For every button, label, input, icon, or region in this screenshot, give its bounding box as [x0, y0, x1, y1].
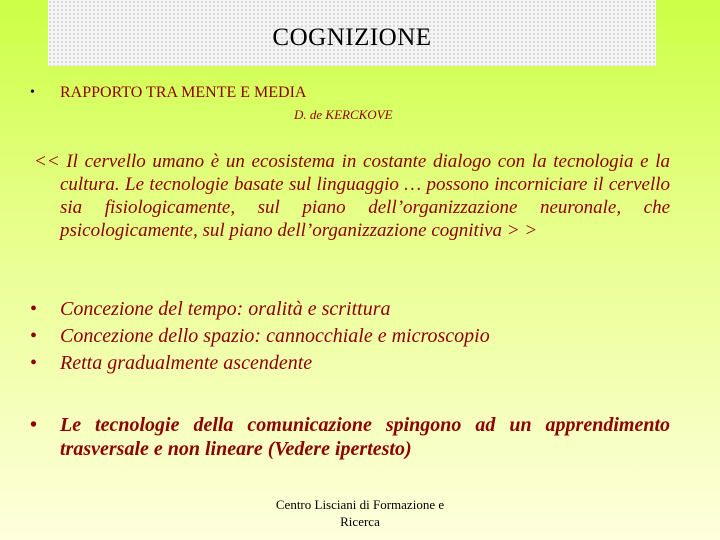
point-text: Retta gradualmente ascendente	[60, 352, 313, 374]
author-name: D. de KERCKOVE	[294, 107, 393, 122]
footer	[260, 496, 460, 530]
bullet-dot: •	[30, 352, 38, 374]
point-text: Concezione del tempo: oralità e scrittura	[60, 298, 391, 320]
bullet-dot: •	[30, 414, 38, 436]
points-list	[30, 298, 690, 379]
bullet-dot: •	[30, 298, 38, 320]
list-item	[30, 352, 690, 379]
quote-paragraph: << Il cervello umano è un ecosistema in costante dialogo con la tecnologia e la cultura. Le tecnologie basate sul linguaggio … possono incorniciare il cervello sia fisiologicamente, sul piano dell’organizzazione neuronale, che psicologicamente, sul piano dell’organizzazione cognitiva > >	[34, 151, 670, 241]
footer-line: Centro Lisciani di Formazione e	[275, 497, 445, 512]
bullet-dot: •	[30, 85, 35, 100]
bullet-dot: •	[30, 325, 38, 347]
list-item	[30, 298, 690, 325]
point-text: Concezione dello spazio: cannocchiale e microscopio	[60, 325, 490, 347]
slide-title-banner	[48, 0, 656, 66]
footer-line: Ricerca	[340, 514, 380, 529]
closing-text: Le tecnologie della comunicazione spingono ad un apprendimento trasversale e non lineare (Vedere ipertesto)	[60, 414, 670, 460]
list-item	[30, 325, 690, 352]
heading-text: RAPPORTO TRA MENTE E MEDIA	[60, 84, 307, 101]
slide-title: COGNIZIONE	[272, 23, 432, 51]
